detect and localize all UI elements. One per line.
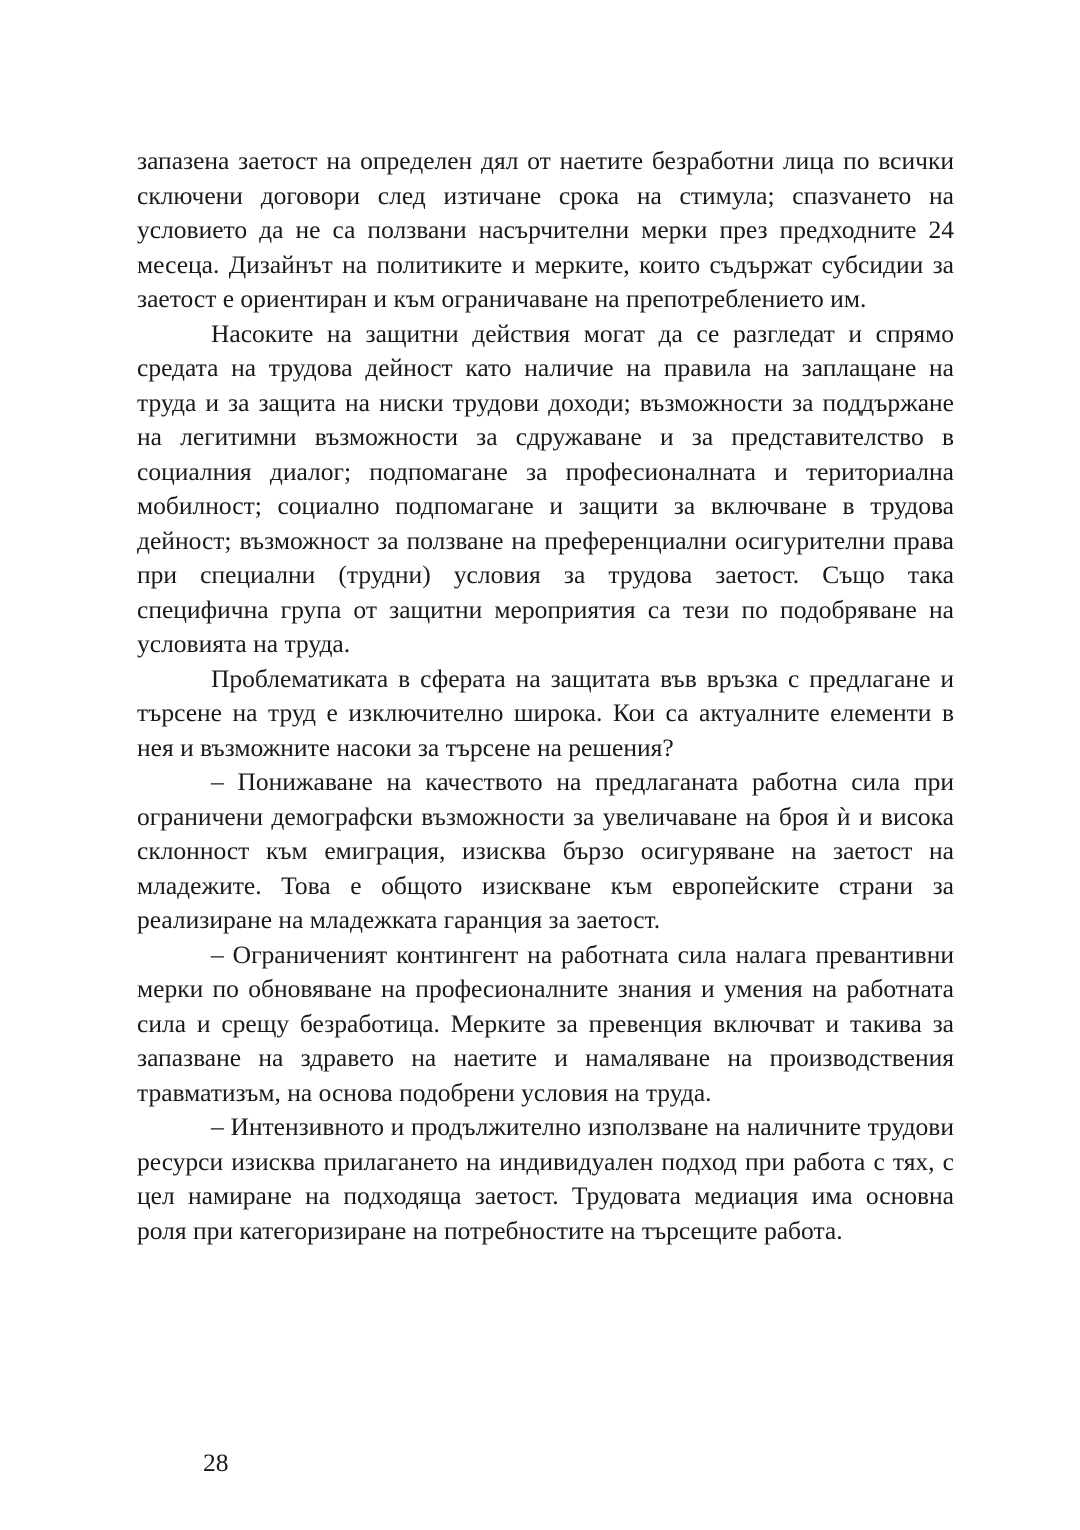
paragraph-protective-directions: Насоките на защитни действия могат да се разгледат и спрямо средата на трудова дейност като наличие на правила на заплащане на труда и за защита на ниски трудови доходи; възможности за поддържане на легитимни възможности за сдружаване и за представителство в социалния диалог; подпомагане за професионалната и териториална мобилност; социално подпомагане и защити за включване в трудова дейност; възможност за ползване на преференциални осигурителни права при специални (трудни) условия за трудова заетост. Също така специфична група от защитни мероприятия са тези по подобряване на условията на труда. [137,318,954,658]
page-number: 28 [203,1448,229,1477]
paragraph-continuation: запазена заетост на определен дял от наетите безработни лица по всички сключени договори след изтичане срока на стимула; спазvането на условието да не са ползвани насърчителни мерки през предходните 24 месеца. Дизайнът на политиките и мерките, които съдържат субсидии за заетост е ориентиран и към ограничаване на препотреблението им. [137,146,954,313]
paragraph-point-quality: – Понижаване на качеството на предлаганата работна сила при ограничени демографски възможности за увеличаване на броя ѝ и висока склонност към емиграция, изисква бързо осигуряване на заетост на младежите. Това е общото изискване към европейските страни за реализиране на младежката гаранция за заетост. [137,767,954,934]
paragraph-point-intensive: – Интензивното и продължително използване на наличните трудови ресурси изисква прилагането на индивидуален подход при работа с тях, с цел намиране на подходяща заетост. Трудовата медиация има основна роля при категоризиране на потребностите на търсещите работа. [137,1112,954,1245]
paragraph-point-contingent: – Ограниченият контингент на работната сила налага превантивни мерки по обновяване на професионалните знания и умения на работната сила и срещу безработица. Мерките за превенция включват и такива за запазване на здравето на наетите и намаляване на производствения травматизъм, на основа подобрени условия на труда. [137,939,954,1107]
paragraph-problematics: Проблематиката в сферата на защитата във връзка с предлагане и търсене на труд е изключително широка. Кои са актуалните елементи в нея и възможните насоки за търсене на решения? [137,663,954,762]
body-text [137,144,954,1248]
